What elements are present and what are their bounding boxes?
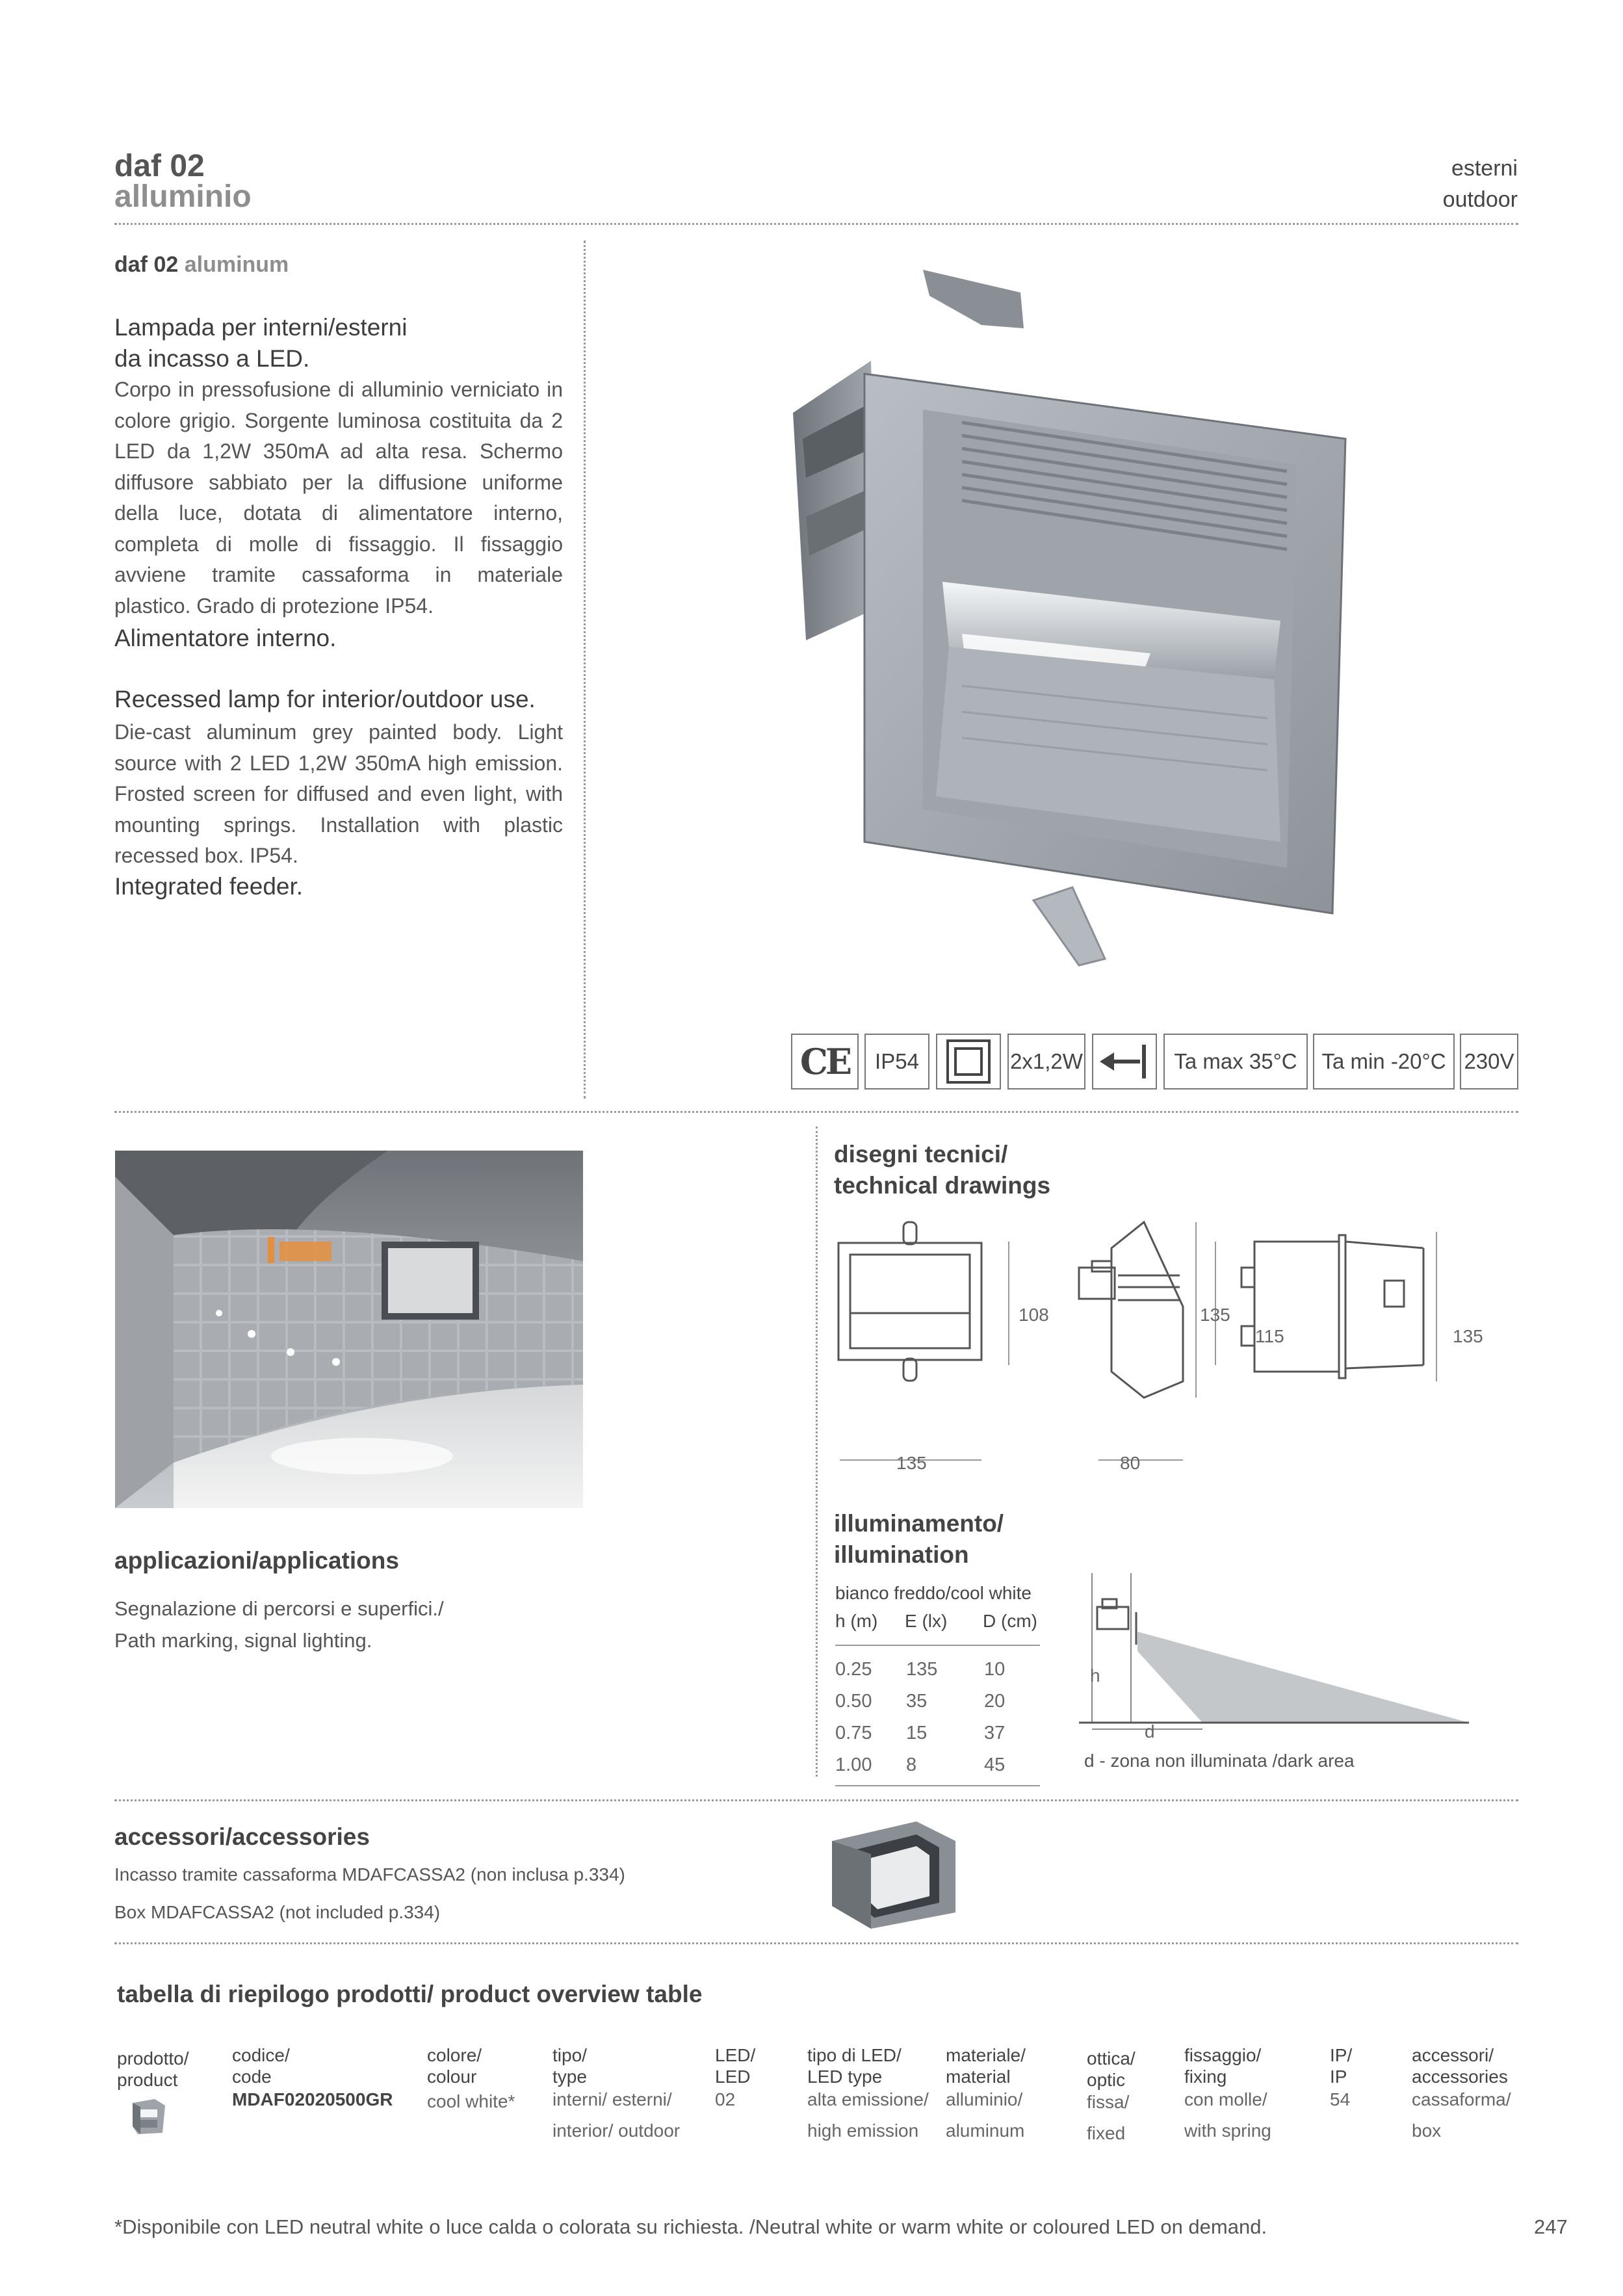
en-tail: Integrated feeder. (114, 873, 304, 900)
illum-row-1-e: 135 (906, 1659, 938, 1680)
th-led (715, 2044, 755, 2087)
th-product (117, 2048, 189, 2091)
ce-mark (791, 1034, 859, 1089)
drawings-divider (816, 1127, 818, 1777)
applications-line-1: Segnalazione di percorsi e superfici./ (114, 1597, 444, 1620)
technical-drawing (825, 1203, 1534, 1463)
th-led-type-it: tipo di LED/ (807, 2045, 902, 2065)
voltage-text: 230V (1464, 1049, 1514, 1073)
td-accessories (1412, 2084, 1511, 2146)
th-ip (1330, 2044, 1352, 2087)
product-photo (767, 257, 1365, 991)
dim-rear-width: 135 (1453, 1326, 1483, 1346)
th-type-it: tipo/ (552, 2045, 587, 2065)
th-accessories-en: accessories (1412, 2067, 1508, 2087)
header-divider (114, 223, 1518, 225)
th-colour-it: colore/ (427, 2045, 482, 2065)
td-code: MDAF02020500GR (232, 2089, 393, 2109)
en-body: Die-cast aluminum grey painted body. Light source with 2 LED 1,2W 350mA high emission. Frosted screen for diffused and even light, with mounting springs. Installation with plastic recessed box. IP54. (114, 720, 563, 867)
td-ip: 54 (1330, 2089, 1351, 2109)
ip-rating-text: IP54 (875, 1049, 919, 1073)
dim-side-height: 135 (1200, 1305, 1230, 1325)
product-thumbnail (129, 2096, 169, 2137)
illum-row-2-e: 35 (906, 1691, 928, 1712)
col-d: D (cm) (983, 1611, 1037, 1631)
illumination-title-2: illumination (834, 1541, 969, 1568)
th-colour (427, 2044, 482, 2087)
col-e: E (lx) (905, 1611, 948, 1631)
it-lead-line-1: Lampada per interni/esterni (114, 314, 408, 341)
finish-title: alluminio (114, 179, 252, 214)
ta-max-text: Ta max 35°C (1174, 1049, 1297, 1073)
th-fixing-it: fissaggio/ (1184, 2045, 1262, 2065)
th-led-type-en: LED type (807, 2067, 883, 2087)
applications-line-2: Path marking, signal lighting. (114, 1629, 372, 1652)
accessories-line-1: Incasso tramite cassaforma MDAFCASSA2 (non inclusa p.334) (114, 1864, 625, 1885)
ce-text: CE (799, 1041, 850, 1082)
accessory-box-image (825, 1815, 962, 1932)
th-accessories-it: accessori/ (1412, 2045, 1494, 2065)
th-accessories (1412, 2044, 1508, 2087)
light-label: bianco freddo/cool white (835, 1583, 1032, 1603)
illum-row-2-h: 0.50 (835, 1691, 872, 1712)
th-fixing (1184, 2044, 1261, 2087)
section-divider-2 (114, 1799, 1518, 1801)
illum-row-3-h: 0.75 (835, 1723, 872, 1743)
application-photo (115, 1151, 583, 1508)
illum-row-2-d: 20 (984, 1691, 1006, 1712)
dim-side-depth: 80 (1120, 1453, 1141, 1473)
th-optic-it: ottica/ (1087, 2048, 1136, 2068)
th-colour-en: colour (427, 2067, 477, 2087)
illum-row-4-d: 45 (984, 1755, 1006, 1775)
power-rating (1007, 1034, 1085, 1089)
illumination-title-1: illuminamento/ (834, 1510, 1004, 1537)
subtitle-finish: aluminum (184, 252, 289, 277)
illum-row-3-d: 37 (984, 1723, 1006, 1743)
td-optic-1: fissa/ (1087, 2092, 1130, 2112)
th-ip-en: IP (1330, 2067, 1347, 2087)
illum-row-1-d: 10 (984, 1659, 1006, 1680)
td-led-type (807, 2084, 929, 2146)
th-ip-it: IP/ (1330, 2045, 1353, 2065)
th-led-type (807, 2044, 902, 2087)
th-product-en: product (117, 2070, 178, 2090)
td-led: 02 (715, 2089, 736, 2109)
arrow-wall-icon (1097, 1042, 1152, 1081)
diagram-legend: d - zona non illuminata /dark area (1084, 1751, 1355, 1771)
ta-min-text: Ta min -20°C (1321, 1049, 1446, 1073)
subtitle-model: daf 02 (114, 252, 179, 277)
ta-min (1313, 1034, 1455, 1089)
th-code (232, 2044, 290, 2087)
td-material-1: alluminio/ (946, 2089, 1023, 2109)
applications-title: applicazioni/applications (114, 1547, 399, 1574)
drawings-title (834, 1139, 1050, 1201)
diagram-d-label: d (1145, 1721, 1155, 1742)
diagram-h-label: h (1090, 1665, 1100, 1686)
footer-note: *Disponibile con LED neutral white o luce calda o colorata su richiesta. /Neutral white or warm white or coloured LED on demand. (114, 2215, 1267, 2238)
it-lead-line-2: da incasso a LED. (114, 345, 310, 372)
section-divider-1 (114, 1111, 1518, 1113)
ip-rating (864, 1034, 929, 1089)
model-title: daf 02 (114, 149, 205, 183)
illum-header-rule (835, 1645, 1040, 1646)
it-tail: Alimentatore interno. (114, 625, 337, 651)
th-fixing-en: fixing (1184, 2067, 1227, 2087)
td-material (946, 2084, 1024, 2146)
td-fixing (1184, 2084, 1271, 2146)
th-material-en: material (946, 2067, 1011, 2087)
page-number: 247 (1534, 2215, 1568, 2238)
td-colour: cool white* (427, 2091, 515, 2111)
illum-row-1-h: 0.25 (835, 1659, 872, 1680)
td-material-2: aluminum (946, 2120, 1025, 2141)
td-fixing-1: con molle/ (1184, 2089, 1267, 2109)
td-type-1: interni/ esterni/ (552, 2089, 672, 2109)
it-body: Corpo in pressofusione di alluminio verniciato in colore grigio. Sorgente luminosa costituita da 2 LED da 1,2W 350mA ad alta resa. Schermo diffusore sabbiato per la diffusione uniforme della luce, dotata di alimentatore interno, completa di molle di fissaggio. Il fissaggio avviene tramite cassaforma in materiale plastico. Grado di protezione IP54. (114, 378, 563, 618)
td-accessories-1: cassaforma/ (1412, 2089, 1511, 2109)
col-h: h (m) (835, 1611, 878, 1631)
it-lead (114, 312, 569, 374)
en-lead: Recessed lamp for interior/outdoor use. (114, 686, 536, 712)
th-optic (1087, 2048, 1136, 2091)
applications-text (114, 1593, 444, 1656)
category-it: esterni (1451, 156, 1518, 181)
ta-max (1163, 1034, 1308, 1089)
th-material-it: materiale/ (946, 2045, 1026, 2065)
drawings-title-2: technical drawings (834, 1172, 1051, 1199)
accessories-title: accessori/accessories (114, 1823, 370, 1850)
th-optic-en: optic (1087, 2070, 1126, 2090)
drawings-title-1: disegni tecnici/ (834, 1141, 1008, 1168)
illum-row-4-e: 8 (906, 1755, 917, 1775)
recessed-icon (1092, 1034, 1157, 1089)
th-led-it: LED/ (715, 2045, 756, 2065)
dim-front-height: 108 (1019, 1305, 1049, 1325)
overview-title: tabella di riepilogo prodotti/ product overview table (117, 1981, 703, 2007)
td-type-2: interior/ outdoor (552, 2120, 681, 2141)
column-divider (584, 241, 586, 1099)
power-rating-text: 2x1,2W (1010, 1049, 1083, 1073)
td-led-type-2: high emission (807, 2120, 919, 2141)
illum-row-3-e: 15 (906, 1723, 928, 1743)
illumination-diagram (1066, 1567, 1482, 1742)
th-type-en: type (552, 2067, 587, 2087)
class-ii-icon (936, 1034, 1001, 1089)
td-type (552, 2084, 680, 2146)
th-code-it: codice/ (232, 2045, 290, 2065)
th-led-en: LED (715, 2067, 751, 2087)
accessories-line-2: Box MDAFCASSA2 (not included p.334) (114, 1902, 441, 1922)
voltage (1460, 1034, 1518, 1089)
illum-row-4-h: 1.00 (835, 1755, 872, 1775)
illum-footer-rule (835, 1785, 1040, 1786)
td-optic-2: fixed (1087, 2123, 1126, 2143)
category-en: outdoor (1442, 187, 1518, 212)
th-product-it: prodotto/ (117, 2048, 189, 2068)
dim-rear-height: 115 (1255, 1326, 1284, 1346)
td-optic (1087, 2087, 1129, 2149)
illumination-title (834, 1508, 1004, 1571)
double-square-icon (945, 1038, 992, 1085)
th-type (552, 2044, 587, 2087)
section-divider-3 (114, 1942, 1518, 1944)
dim-front-width: 135 (896, 1453, 927, 1473)
description-subtitle (114, 252, 289, 278)
td-led-type-1: alta emissione/ (807, 2089, 929, 2109)
th-code-en: code (232, 2067, 272, 2087)
td-accessories-2: box (1412, 2120, 1442, 2141)
td-fixing-2: with spring (1184, 2120, 1271, 2141)
th-material (946, 2044, 1026, 2087)
